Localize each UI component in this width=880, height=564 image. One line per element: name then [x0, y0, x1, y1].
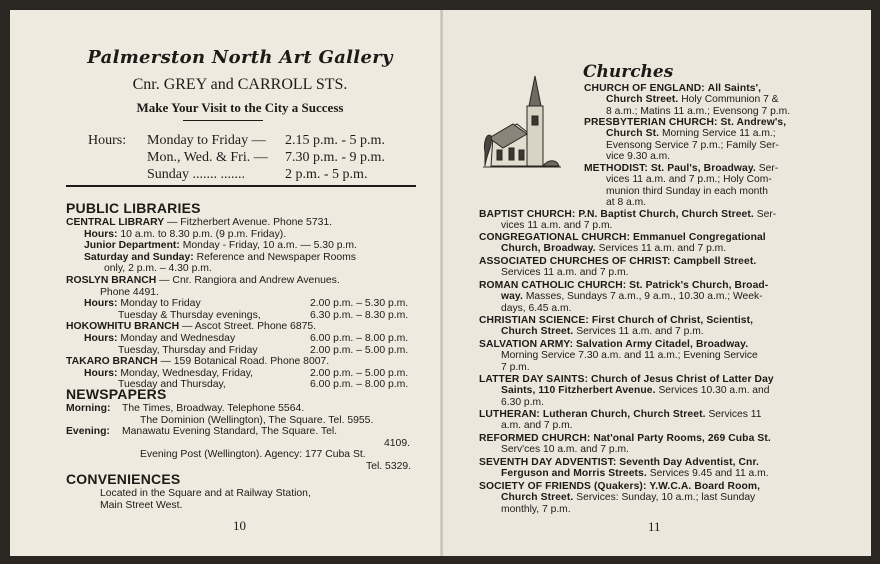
church-entry: LATTER DAY SAINTS: Church of Jesus Christ of Latter Day Saints, 110 Fitzherbert Avenue. Services 10.30 a.m. and 6.30 p.m. — [479, 374, 774, 408]
hours-time: 7.30 p.m. - 9 p.m. — [285, 150, 385, 165]
gallery-address: Cnr. GREY and CARROLL STS. — [132, 76, 348, 93]
church-entry: METHODIST: St. Paul's, Broadway. Ser- vices 11 a.m. and 7 p.m.; Holy Com- munion third Sunday in each month at 8 a.m. — [584, 163, 779, 209]
central-library: CENTRAL LIBRARY — Fitzherbert Avenue. Phone 5731. — [66, 217, 333, 228]
hours-days: Sunday ....... ....... — [147, 167, 245, 182]
church-entry: CONGREGATIONAL CHURCH: Emmanuel Congregational Church, Broadway. Services 11 a.m. and 7 p.m. — [479, 232, 766, 255]
church-entry: SALVATION ARMY: Salvation Army Citadel, Broadway. Morning Service 7.30 a.m. and 11 a.m.; Evening Service 7 p.m. — [479, 339, 758, 373]
church-entry: CHURCH OF ENGLAND: All Saints', Church Street. Holy Communion 7 & 8 a.m.; Matins 11 a.m.; Evensong 7 p.m. — [584, 83, 791, 117]
church-entry: CHRISTIAN SCIENCE: First Church of Christ, Scientist, Church Street. Services 11 a.m. and 7 p.m. — [479, 315, 754, 338]
church-entry: REFORMED CHURCH: Nat'onal Party Rooms, 269 Cuba St. Serv'ces 10 a.m. and 7 p.m. — [479, 433, 771, 456]
roslyn-branch: ROSLYN BRANCH — Cnr. Rangiora and Andrew Avenues. — [66, 274, 340, 286]
church-entry: BAPTIST CHURCH: P.N. Baptist Church, Church Street. Ser- vices 11 a.m. and 7 p.m. — [479, 209, 777, 232]
church-entry: LUTHERAN: Lutheran Church, Church Street. Services 11 a.m. and 7 p.m. — [479, 409, 762, 432]
hours-days: Monday to Friday — — [147, 133, 266, 148]
left-page: Palmerston North Art Gallery Cnr. GREY and CARROLL STS. Make Your Visit to the City a Success Hours: Monday to Friday — 2.15 p.m. - 5 p.m. Mon., Wed. & Fri. — 7.30 p.m. - 9 p.m. Sunday ....... ....... 2 p.m. - 5 p.m. PUBLIC LIBRARIES CENTRAL LIBRARY — Fitzherbert Avenue. Phone 5731. Hours: 10 a.m. to 8.30 p.m. (9 p.m. Friday). Junior Department: Monday - Friday, 10 a.m. — 5.30 p.m. Saturday and Sunday: Reference and Newspaper Rooms only, 2 p.m. – 4.30 p.m. ROSLYN BRANCH — Cnr. Rangiora and Andrew Avenues. Phone 4491. Hours: Monday to Friday 2.00 p.m. – 5.30 p.m. Tuesday & Thursday evenings, 6.30 p.m. – 8.30 p.m. HOKOWHITU BRANCH — Ascot Street. Phone 6875. Hours: Monday and Wednesday 6.00 p.m. – 8.00 p.m. Tuesday, Thursday and Friday 2.00 p.m. – 5.00 p.m. TAKARO BRANCH — 159 Botanical Road. Phone 8007. Hours: Monday, Wednesday, Friday, 2.00 p.m. – 5.00 p.m. Tuesday and Thursday, 6.00 p.m. – 8.00 p.m. NEWSPAPERS Morning: The Times, Broadway. Telephone 5564. The Dominion (Wellington), The Square. Tel. 5955. Evening: Manawatu Evening Standard, The Square. Tel. 4109. Evening Post (Wellington). Agency: 177 Cuba St. Tel. 5329. CONVENIENCES Located in the Square and at Railway Station, Main Street West. 10 — [10, 10, 441, 556]
church-entry: ASSOCIATED CHURCHES OF CHRIST: Campbell Street. Services 11 a.m. and 7 p.m. — [479, 256, 757, 279]
right-page — [443, 10, 871, 556]
hours-time: 2.15 p.m. - 5 p.m. — [285, 133, 385, 148]
section-divider — [66, 185, 416, 187]
church-illustration — [483, 72, 561, 178]
newspapers-heading: NEWSPAPERS — [66, 386, 167, 402]
page-number-right: 11 — [648, 519, 661, 534]
conveniences-text: Located in the Square and at Railway Station, Main Street West. — [100, 488, 311, 511]
takaro-branch: TAKARO BRANCH — 159 Botanical Road. Phone 8007. — [66, 356, 330, 368]
gallery-tagline: Make Your Visit to the City a Success — [136, 100, 344, 115]
church-entry: PRESBYTERIAN CHURCH: St. Andrew's, Church St. Morning Service 11 a.m.; Evensong Service 7 p.m.; Family Ser- vice 9.30 a.m. — [584, 117, 787, 163]
libraries-list: CENTRAL LIBRARY — Fitzherbert Avenue. Phone 5731. Hours: 10 a.m. to 8.30 p.m. (9 p.m. Friday). Junior Department: Monday - Friday, 10 a.m. — 5.30 p.m. Saturday and Sunday: Reference and Newspaper Rooms only, 2 p.m. – 4.30 p.m. ROSLYN BRANCH — Cnr. Rangiora and Andrew Avenues. Phone 4491. Hours: Monday to Friday 2.00 p.m. – 5.30 p.m. Tuesday & Thursday evenings, 6.30 p.m. – 8.30 p.m. HOKOWHITU BRANCH — Ascot Street. Phone 6875. Hours: Monday and Wednesday 6.00 p.m. – 8.00 p.m. Tuesday, Thursday and Friday 2.00 p.m. – 5.00 p.m. TAKARO BRANCH — 159 Botanical Road. Phone 8007. Hours: Monday, Wednesday, Friday, 2.00 p.m. – 5.00 p.m. Tuesday and Thursday, 6.00 p.m. – 8.00 p.m. — [66, 217, 409, 391]
gallery-title: Palmerston North Art Gallery — [87, 47, 393, 68]
church-entry: SOCIETY OF FRIENDS (Quakers): Y.W.C.A. Board Room, Church Street. Services: Sunday, 10 a.m.; last Sunday monthly, 7 p.m. — [479, 481, 761, 515]
page-number-left: 10 — [233, 518, 246, 533]
hours-time: 2 p.m. - 5 p.m. — [285, 167, 368, 182]
conveniences-heading: CONVENIENCES — [66, 471, 181, 487]
church-entry: SEVENTH DAY ADVENTIST: Seventh Day Adventist, Cnr. Ferguson and Morris Streets. Services 9.45 and 11 a.m. — [479, 457, 769, 480]
church-entry: ROMAN CATHOLIC CHURCH: St. Patrick's Church, Broad- way. Masses, Sundays 7 a.m., 9 a.m., 10.30 a.m.; Week- days, 6.45 a.m. — [479, 280, 769, 314]
hokowhitu-branch: HOKOWHITU BRANCH — Ascot Street. Phone 6875. — [66, 321, 317, 333]
hours-label: Hours: — [88, 133, 127, 148]
churches-heading: Churches — [583, 62, 674, 82]
hours-days: Mon., Wed. & Fri. — — [147, 150, 268, 165]
tagline-underline — [183, 120, 263, 121]
libraries-heading: PUBLIC LIBRARIES — [66, 200, 201, 216]
